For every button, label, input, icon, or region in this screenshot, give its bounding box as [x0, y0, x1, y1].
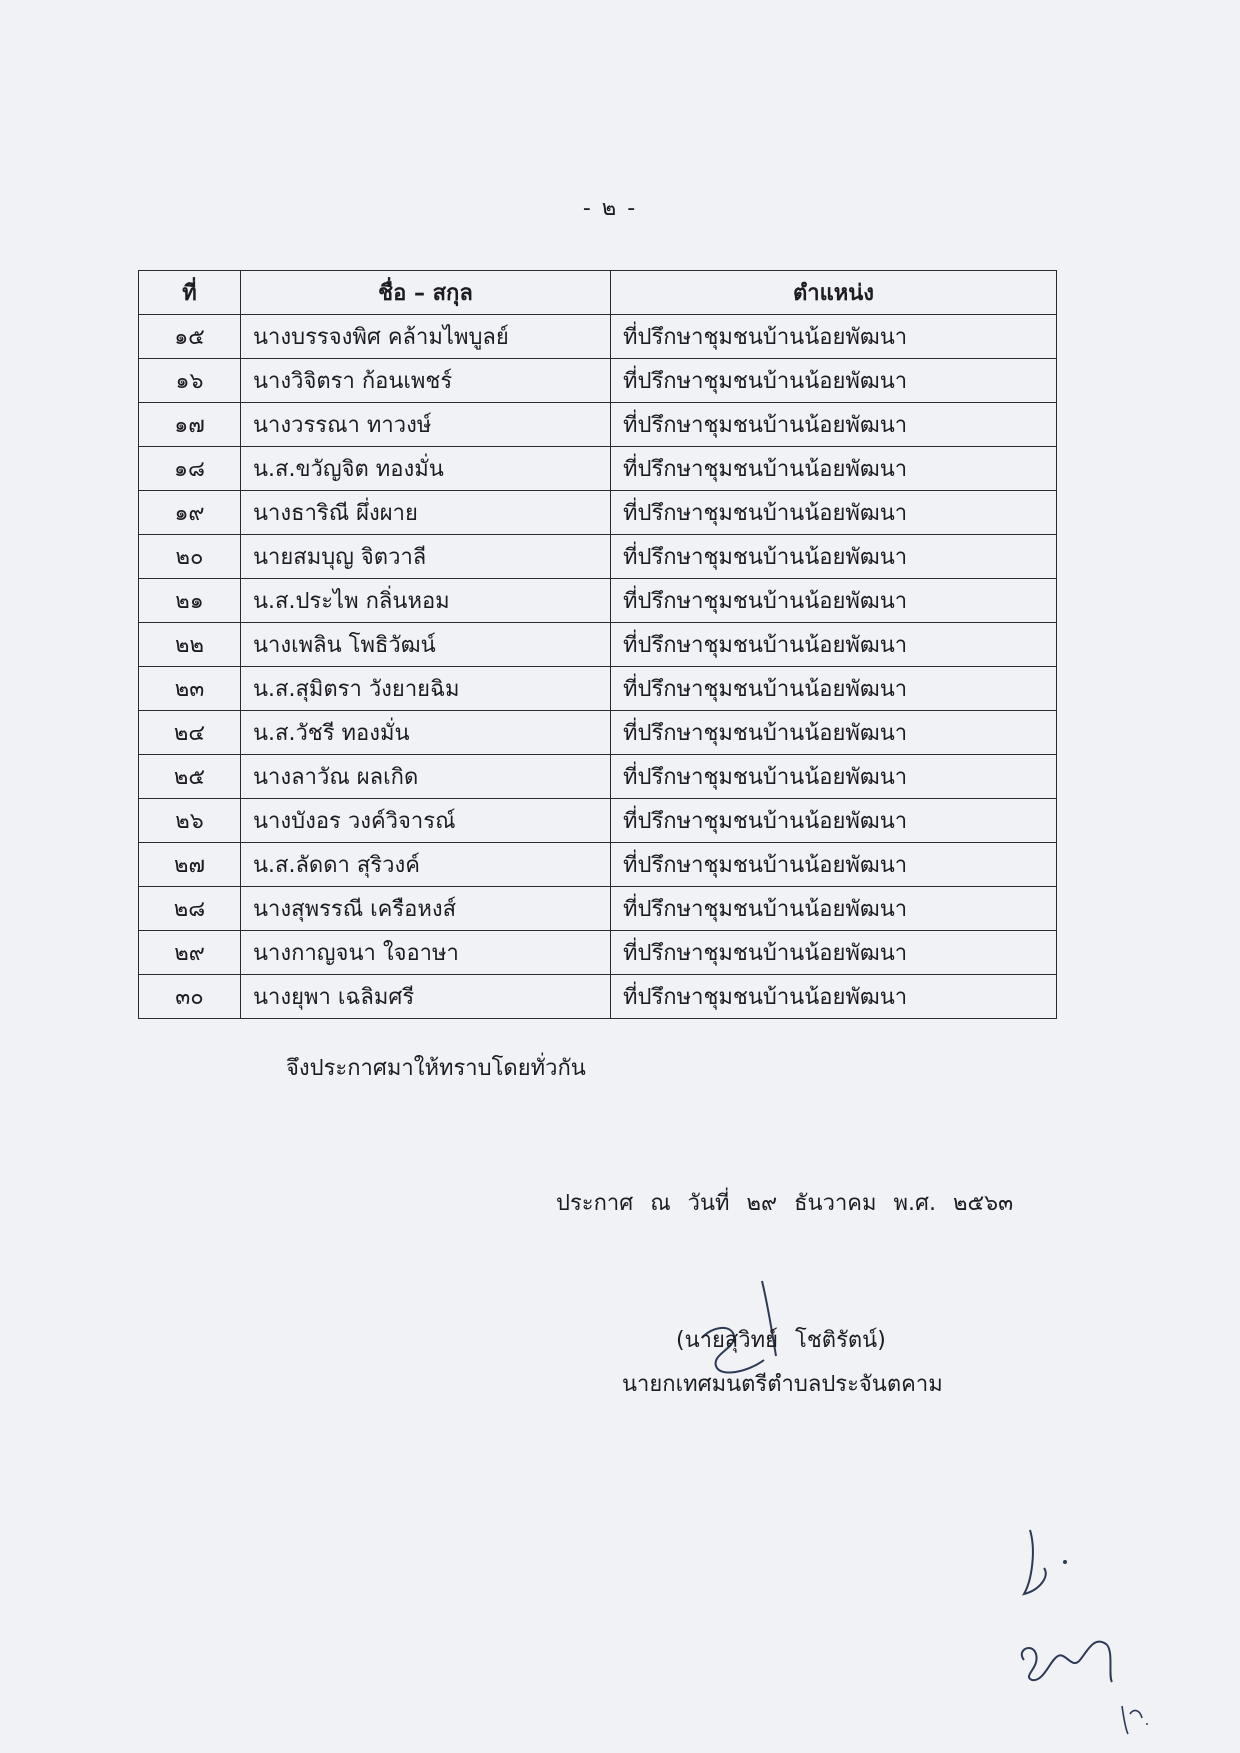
- row-position: ที่ปรึกษาชุมชนบ้านน้อยพัฒนา: [611, 931, 1057, 975]
- row-number: ๒๒: [139, 623, 241, 667]
- row-number: ๑๕: [139, 315, 241, 359]
- row-number: ๑๗: [139, 403, 241, 447]
- row-name: น.ส.สุมิตรา วังยายฉิม: [241, 667, 611, 711]
- advisor-table: [138, 270, 1057, 1019]
- row-position: ที่ปรึกษาชุมชนบ้านน้อยพัฒนา: [611, 535, 1057, 579]
- row-position: ที่ปรึกษาชุมชนบ้านน้อยพัฒนา: [611, 359, 1057, 403]
- handwritten-annotation: [1010, 1510, 1160, 1740]
- row-name: น.ส.ประไพ กลิ่นหอม: [241, 579, 611, 623]
- row-position: ที่ปรึกษาชุมชนบ้านน้อยพัฒนา: [611, 755, 1057, 799]
- header-position: ตำแหน่ง: [611, 271, 1057, 315]
- row-number: ๒๖: [139, 799, 241, 843]
- header-no: ที่: [139, 271, 241, 315]
- row-name: นางยุพา เฉลิมศรี: [241, 975, 611, 1019]
- table-row: [139, 667, 1057, 711]
- closing-text: จึงประกาศมาให้ทราบโดยทั่วกัน: [286, 1056, 586, 1081]
- row-name: นางบังอร วงค์วิจารณ์: [241, 799, 611, 843]
- row-position: ที่ปรึกษาชุมชนบ้านน้อยพัฒนา: [611, 447, 1057, 491]
- table-row: [139, 359, 1057, 403]
- page-number: - ๒ -: [582, 196, 638, 221]
- row-name: นางบรรจงพิศ คล้ามไพบูลย์: [241, 315, 611, 359]
- row-number: ๑๙: [139, 491, 241, 535]
- row-position: ที่ปรึกษาชุมชนบ้านน้อยพัฒนา: [611, 315, 1057, 359]
- table-row: [139, 755, 1057, 799]
- table-header: [139, 271, 1057, 315]
- row-number: ๒๐: [139, 535, 241, 579]
- row-number: ๒๘: [139, 887, 241, 931]
- table-row: [139, 579, 1057, 623]
- row-name: นางวรรณา ทาวงษ์: [241, 403, 611, 447]
- table-row: [139, 491, 1057, 535]
- table-row: [139, 447, 1057, 491]
- header-row: [139, 271, 1057, 315]
- row-name: น.ส.ขวัญจิต ทองมั่น: [241, 447, 611, 491]
- table-row: [139, 711, 1057, 755]
- row-position: ที่ปรึกษาชุมชนบ้านน้อยพัฒนา: [611, 491, 1057, 535]
- row-name: น.ส.ลัดดา สุริวงค์: [241, 843, 611, 887]
- announcement-date: ประกาศ ณ วันที่ ๒๙ ธันวาคม พ.ศ. ๒๕๖๓: [556, 1191, 1014, 1216]
- row-name: นางเพลิน โพธิวัฒน์: [241, 623, 611, 667]
- table-body: [139, 315, 1057, 1019]
- table-row: [139, 799, 1057, 843]
- table-row: [139, 403, 1057, 447]
- row-position: ที่ปรึกษาชุมชนบ้านน้อยพัฒนา: [611, 579, 1057, 623]
- table-row: [139, 887, 1057, 931]
- table-row: [139, 623, 1057, 667]
- row-position: ที่ปรึกษาชุมชนบ้านน้อยพัฒนา: [611, 887, 1057, 931]
- header-name: ชื่อ – สกุล: [241, 271, 611, 315]
- row-number: ๒๓: [139, 667, 241, 711]
- table-row: [139, 931, 1057, 975]
- table-row: [139, 843, 1057, 887]
- signer-name: (นายสุวิทย์ โชติรัตน์): [676, 1328, 886, 1353]
- row-name: น.ส.วัชรี ทองมั่น: [241, 711, 611, 755]
- row-name: นางกาญจนา ใจอาษา: [241, 931, 611, 975]
- row-position: ที่ปรึกษาชุมชนบ้านน้อยพัฒนา: [611, 843, 1057, 887]
- row-position: ที่ปรึกษาชุมชนบ้านน้อยพัฒนา: [611, 799, 1057, 843]
- row-position: ที่ปรึกษาชุมชนบ้านน้อยพัฒนา: [611, 403, 1057, 447]
- row-position: ที่ปรึกษาชุมชนบ้านน้อยพัฒนา: [611, 711, 1057, 755]
- table-row: [139, 315, 1057, 359]
- signer-title: นายกเทศมนตรีตำบลประจันตคาม: [622, 1372, 943, 1397]
- row-name: นางธาริณี ผึ่งผาย: [241, 491, 611, 535]
- row-number: ๓๐: [139, 975, 241, 1019]
- row-number: ๒๗: [139, 843, 241, 887]
- row-position: ที่ปรึกษาชุมชนบ้านน้อยพัฒนา: [611, 667, 1057, 711]
- row-position: ที่ปรึกษาชุมชนบ้านน้อยพัฒนา: [611, 975, 1057, 1019]
- row-number: ๒๙: [139, 931, 241, 975]
- row-number: ๒๕: [139, 755, 241, 799]
- row-name: นางวิจิตรา ก้อนเพชร์: [241, 359, 611, 403]
- row-position: ที่ปรึกษาชุมชนบ้านน้อยพัฒนา: [611, 623, 1057, 667]
- row-number: ๒๑: [139, 579, 241, 623]
- row-name: นางสุพรรณี เครือหงส์: [241, 887, 611, 931]
- table-row: [139, 535, 1057, 579]
- row-number: ๑๖: [139, 359, 241, 403]
- table-row: [139, 975, 1057, 1019]
- row-number: ๒๔: [139, 711, 241, 755]
- row-number: ๑๘: [139, 447, 241, 491]
- row-name: นายสมบุญ จิตวาลี: [241, 535, 611, 579]
- row-name: นางลาวัณ ผลเกิด: [241, 755, 611, 799]
